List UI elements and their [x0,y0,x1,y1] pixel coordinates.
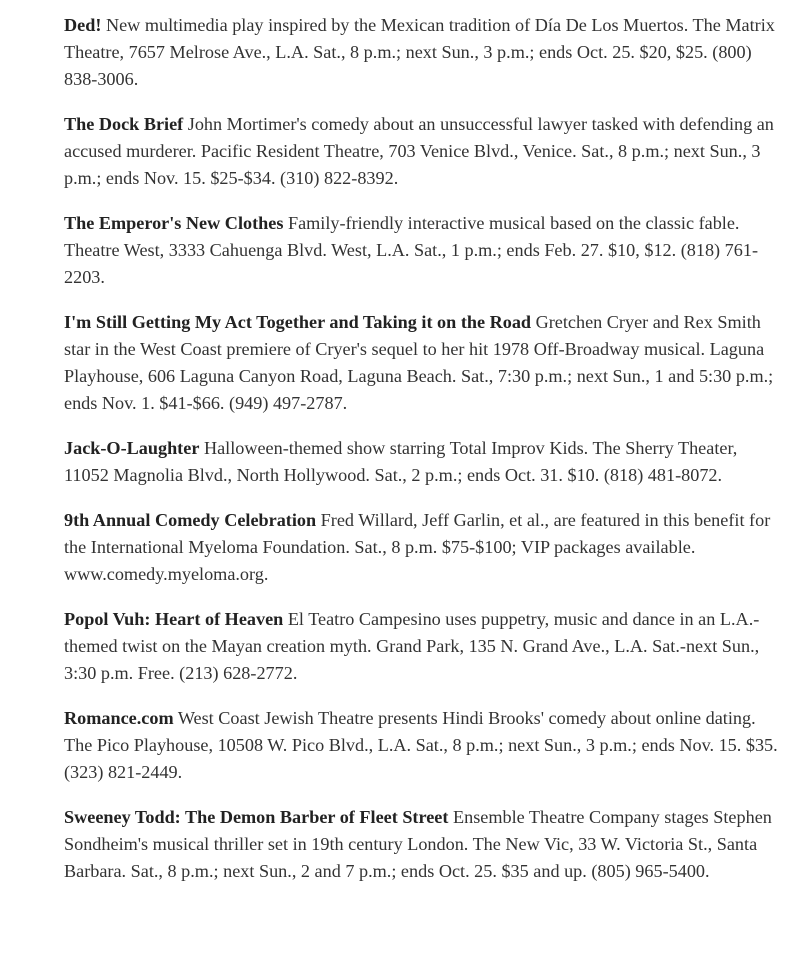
listing-description: Family-friendly interactive musical based on the classic fable. Theatre West, 3333 Cahuenga Blvd. West, L.A. Sat., 1 p.m.; ends Feb. 27. $10, $12. (818) 761-2203. [64,213,758,287]
listing-description: Gretchen Cryer and Rex Smith star in the West Coast premiere of Cryer's sequel to her hit 1978 Off-Broadway musical. Laguna Playhouse, 606 Laguna Canyon Road, Laguna Beach. Sat., 7:30 p.m.; next Sun., 1 and 5:30 p.m.; ends Nov. 1. $41-$66. (949) 497-2787. [64,312,774,413]
listing-emperors-new-clothes [64,210,786,291]
listing-title: The Dock Brief [64,114,184,134]
listing-title: Romance.com [64,708,174,728]
listing-title: Ded! [64,15,102,35]
listing-description: Fred Willard, Jeff Garlin, et al., are featured in this benefit for the International Myeloma Foundation. Sat., 8 p.m. $75-$100; VIP packages available. www.comedy.myeloma.org. [64,510,771,584]
listing-description: West Coast Jewish Theatre presents Hindi Brooks' comedy about online dating. The Pico Playhouse, 10508 W. Pico Blvd., L.A. Sat., 8 p.m.; next Sun., 3 p.m.; ends Nov. 15. $35. (323) 821-2449. [64,708,778,782]
listing-title: 9th Annual Comedy Celebration [64,510,317,530]
listing-dock-brief [64,111,786,192]
listing-title: Sweeney Todd: The Demon Barber of Fleet Street [64,807,449,827]
listing-popol-vuh [64,606,786,687]
listing-description: New multimedia play inspired by the Mexican tradition of Día De Los Muertos. The Matrix Theatre, 7657 Melrose Ave., L.A. Sat., 8 p.m.; next Sun., 3 p.m.; ends Oct. 25. $20, $25. (800) 838-3006. [64,15,775,89]
theater-listings [64,12,786,903]
listing-jack-o-laughter [64,435,786,489]
listing-title: Jack-O-Laughter [64,438,200,458]
listing-comedy-celebration [64,507,786,588]
listing-description: Ensemble Theatre Company stages Stephen Sondheim's musical thriller set in 19th century London. The New Vic, 33 W. Victoria St., Santa Barbara. Sat., 8 p.m.; next Sun., 2 and 7 p.m.; ends Oct. 25. $35 and up. (805) 965-5400. [64,807,772,881]
listing-description: John Mortimer's comedy about an unsuccessful lawyer tasked with defending an accused murderer. Pacific Resident Theatre, 703 Venice Blvd., Venice. Sat., 8 p.m.; next Sun., 3 p.m.; ends Nov. 15. $25-$34. (310) 822-8392. [64,114,774,188]
listing-title: I'm Still Getting My Act Together and Taking it on the Road [64,312,532,332]
listing-romance-com [64,705,786,786]
listing-im-still-getting-my-act-together [64,309,786,417]
listing-sweeney-todd [64,804,786,885]
listing-title: Popol Vuh: Heart of Heaven [64,609,284,629]
listing-ded [64,12,786,93]
listing-title: The Emperor's New Clothes [64,213,284,233]
listing-description: Halloween-themed show starring Total Improv Kids. The Sherry Theater, 11052 Magnolia Blvd., North Hollywood. Sat., 2 p.m.; ends Oct. 31. $10. (818) 481-8072. [64,438,738,485]
listing-description: El Teatro Campesino uses puppetry, music and dance in an L.A.-themed twist on the Mayan creation myth. Grand Park, 135 N. Grand Ave., L.A. Sat.-next Sun., 3:30 p.m. Free. (213) 628-2772. [64,609,760,683]
